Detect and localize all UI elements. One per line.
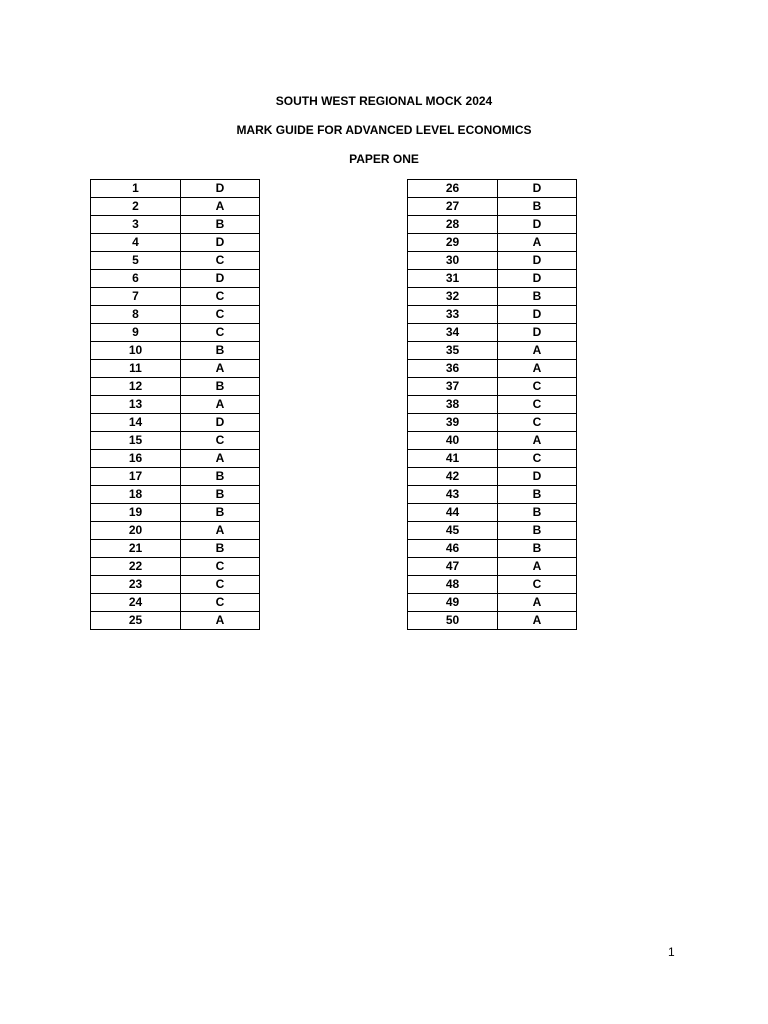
answer-key: C xyxy=(181,324,260,342)
question-number: 26 xyxy=(408,180,498,198)
question-number: 1 xyxy=(91,180,181,198)
answer-key: D xyxy=(498,180,577,198)
question-number: 34 xyxy=(408,324,498,342)
answer-key: C xyxy=(498,396,577,414)
answer-key: A xyxy=(181,360,260,378)
answer-row xyxy=(91,504,260,522)
question-number: 18 xyxy=(91,486,181,504)
question-number: 44 xyxy=(408,504,498,522)
question-number: 43 xyxy=(408,486,498,504)
answer-key: A xyxy=(498,234,577,252)
answer-key: B xyxy=(181,468,260,486)
answer-key: C xyxy=(498,378,577,396)
question-number: 4 xyxy=(91,234,181,252)
question-number: 13 xyxy=(91,396,181,414)
answer-row xyxy=(91,558,260,576)
question-number: 16 xyxy=(91,450,181,468)
question-number: 48 xyxy=(408,576,498,594)
question-number: 50 xyxy=(408,612,498,630)
answer-row xyxy=(91,252,260,270)
answer-key: A xyxy=(181,522,260,540)
question-number: 19 xyxy=(91,504,181,522)
answer-row xyxy=(408,432,577,450)
answer-row xyxy=(408,288,577,306)
answer-key: B xyxy=(181,378,260,396)
answer-row xyxy=(91,612,260,630)
document-title: SOUTH WEST REGIONAL MOCK 2024 xyxy=(275,94,493,108)
document-subtitle: MARK GUIDE FOR ADVANCED LEVEL ECONOMICS xyxy=(236,123,532,137)
answer-key: B xyxy=(181,504,260,522)
answer-row xyxy=(91,594,260,612)
question-number: 7 xyxy=(91,288,181,306)
answer-row xyxy=(408,324,577,342)
question-number: 22 xyxy=(91,558,181,576)
question-number: 9 xyxy=(91,324,181,342)
answer-key: D xyxy=(498,306,577,324)
answer-row xyxy=(408,414,577,432)
answer-row xyxy=(91,324,260,342)
answer-row xyxy=(408,180,577,198)
answer-row xyxy=(91,396,260,414)
answer-row xyxy=(408,468,577,486)
answer-row xyxy=(91,360,260,378)
answer-row xyxy=(91,180,260,198)
answer-row xyxy=(408,504,577,522)
answer-row xyxy=(91,342,260,360)
question-number: 5 xyxy=(91,252,181,270)
answer-key: B xyxy=(498,198,577,216)
question-number: 36 xyxy=(408,360,498,378)
answer-key: A xyxy=(498,432,577,450)
answer-key: C xyxy=(181,558,260,576)
question-number: 46 xyxy=(408,540,498,558)
question-number: 47 xyxy=(408,558,498,576)
answer-row xyxy=(408,306,577,324)
question-number: 38 xyxy=(408,396,498,414)
question-number: 45 xyxy=(408,522,498,540)
answer-row xyxy=(408,360,577,378)
question-number: 11 xyxy=(91,360,181,378)
page-number: 1 xyxy=(668,945,675,959)
question-number: 20 xyxy=(91,522,181,540)
answer-row xyxy=(408,252,577,270)
answer-key: D xyxy=(181,414,260,432)
answer-key: B xyxy=(181,216,260,234)
answer-row xyxy=(91,234,260,252)
answer-table-right xyxy=(407,179,577,630)
question-number: 15 xyxy=(91,432,181,450)
answer-table-left xyxy=(90,179,260,630)
answer-row xyxy=(408,612,577,630)
answer-key: C xyxy=(181,576,260,594)
answer-key: C xyxy=(181,252,260,270)
question-number: 39 xyxy=(408,414,498,432)
answer-key: B xyxy=(498,504,577,522)
answer-key: B xyxy=(181,342,260,360)
answer-row xyxy=(91,450,260,468)
answer-row xyxy=(91,198,260,216)
answer-key: D xyxy=(498,270,577,288)
answer-row xyxy=(91,216,260,234)
answer-row xyxy=(408,486,577,504)
question-number: 33 xyxy=(408,306,498,324)
question-number: 14 xyxy=(91,414,181,432)
answer-key: A xyxy=(498,594,577,612)
answer-key: C xyxy=(181,594,260,612)
question-number: 8 xyxy=(91,306,181,324)
answer-row xyxy=(408,216,577,234)
answer-key: C xyxy=(181,288,260,306)
answer-key: A xyxy=(181,198,260,216)
answer-row xyxy=(408,342,577,360)
answer-key: D xyxy=(498,324,577,342)
question-number: 35 xyxy=(408,342,498,360)
answer-row xyxy=(408,540,577,558)
answer-key: C xyxy=(498,414,577,432)
answer-row xyxy=(91,288,260,306)
paper-label: PAPER ONE xyxy=(349,152,419,166)
answer-key: A xyxy=(498,612,577,630)
question-number: 30 xyxy=(408,252,498,270)
answer-key: D xyxy=(498,252,577,270)
question-number: 49 xyxy=(408,594,498,612)
answer-row xyxy=(91,378,260,396)
question-number: 6 xyxy=(91,270,181,288)
answer-row xyxy=(91,432,260,450)
question-number: 27 xyxy=(408,198,498,216)
question-number: 40 xyxy=(408,432,498,450)
question-number: 41 xyxy=(408,450,498,468)
question-number: 23 xyxy=(91,576,181,594)
question-number: 24 xyxy=(91,594,181,612)
answer-key: D xyxy=(498,468,577,486)
answer-key: A xyxy=(181,396,260,414)
answer-row xyxy=(91,468,260,486)
answer-key: D xyxy=(498,216,577,234)
answer-key: C xyxy=(181,432,260,450)
answer-key: A xyxy=(181,612,260,630)
answer-row xyxy=(91,576,260,594)
question-number: 12 xyxy=(91,378,181,396)
answer-row xyxy=(408,522,577,540)
answer-row xyxy=(408,558,577,576)
question-number: 17 xyxy=(91,468,181,486)
answer-key: B xyxy=(181,486,260,504)
answer-key: B xyxy=(498,522,577,540)
answer-key: B xyxy=(498,540,577,558)
question-number: 32 xyxy=(408,288,498,306)
answer-row xyxy=(91,414,260,432)
answer-key: C xyxy=(498,576,577,594)
answer-key: D xyxy=(181,180,260,198)
answer-key: A xyxy=(498,342,577,360)
question-number: 3 xyxy=(91,216,181,234)
answer-row xyxy=(408,396,577,414)
question-number: 21 xyxy=(91,540,181,558)
answer-key: B xyxy=(181,540,260,558)
answer-row xyxy=(91,306,260,324)
answer-row xyxy=(408,270,577,288)
answer-key: B xyxy=(498,288,577,306)
answer-key: B xyxy=(498,486,577,504)
answer-row xyxy=(408,234,577,252)
question-number: 37 xyxy=(408,378,498,396)
answer-key: A xyxy=(181,450,260,468)
answer-row xyxy=(408,594,577,612)
answer-row xyxy=(408,576,577,594)
question-number: 25 xyxy=(91,612,181,630)
answer-key: A xyxy=(498,360,577,378)
question-number: 10 xyxy=(91,342,181,360)
answer-row xyxy=(91,522,260,540)
question-number: 29 xyxy=(408,234,498,252)
answer-row xyxy=(91,270,260,288)
answer-row xyxy=(408,198,577,216)
answer-row xyxy=(408,450,577,468)
answer-key: D xyxy=(181,270,260,288)
answer-row xyxy=(91,486,260,504)
answer-key: A xyxy=(498,558,577,576)
question-number: 28 xyxy=(408,216,498,234)
question-number: 31 xyxy=(408,270,498,288)
answer-row xyxy=(91,540,260,558)
answer-key: D xyxy=(181,234,260,252)
answer-key: C xyxy=(181,306,260,324)
answer-key: C xyxy=(498,450,577,468)
answer-row xyxy=(408,378,577,396)
question-number: 42 xyxy=(408,468,498,486)
question-number: 2 xyxy=(91,198,181,216)
